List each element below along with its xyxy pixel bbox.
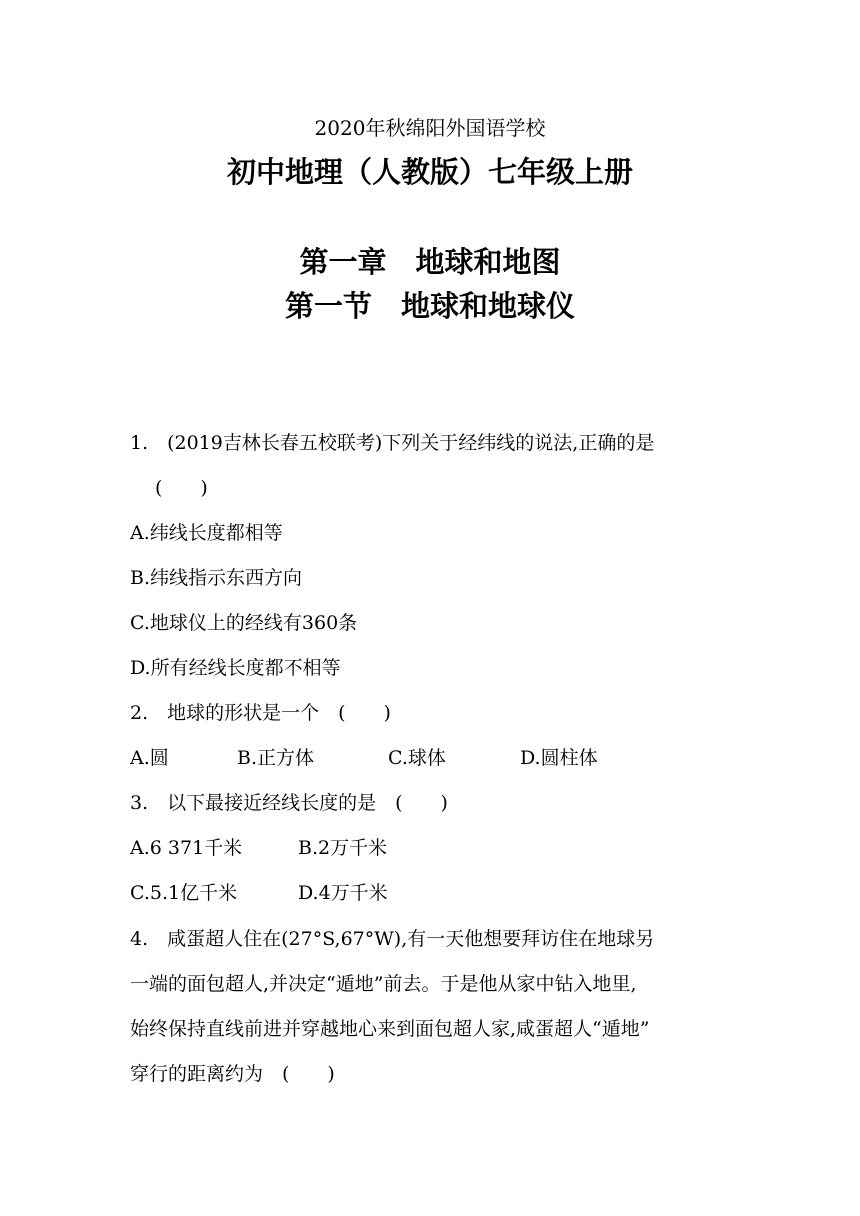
question-4-stem-line-2: 一端的面包超人,并决定“遁地”前去。于是他从家中钻入地里, bbox=[130, 973, 637, 995]
book-title: 初中地理（人教版）七年级上册 bbox=[226, 155, 633, 189]
question-3-option-c: C.5.1亿千米 bbox=[130, 882, 238, 904]
question-2-option-b: B.正方体 bbox=[237, 747, 315, 769]
question-3-option-d: D.4万千米 bbox=[298, 882, 388, 904]
question-1-answer-blank: ( ) bbox=[155, 477, 208, 499]
question-2-option-c: C.球体 bbox=[388, 747, 446, 769]
question-2-stem: 2. 地球的形状是一个 ( ) bbox=[130, 702, 391, 724]
question-1-option-b: B.纬线指示东西方向 bbox=[130, 567, 303, 589]
question-3-option-b: B.2万千米 bbox=[298, 837, 388, 859]
question-4-stem-line-3: 始终保持直线前进并穿越地心来到面包超人家,咸蛋超人“遁地” bbox=[130, 1018, 650, 1040]
question-4-stem-line-4: 穿行的距离约为 ( ) bbox=[130, 1063, 335, 1085]
section-title: 第一节 地球和地球仪 bbox=[284, 289, 575, 323]
question-1-option-d: D.所有经线长度都不相等 bbox=[130, 657, 341, 679]
question-3-stem: 3. 以下最接近经线长度的是 ( ) bbox=[130, 792, 448, 814]
question-2-option-d: D.圆柱体 bbox=[520, 747, 598, 769]
question-3-option-a: A.6 371千米 bbox=[130, 837, 243, 859]
question-4-stem-line-1: 4. 咸蛋超人住在(27°S,67°W),有一天他想要拜访住在地球另 bbox=[130, 928, 655, 950]
school-title: 2020年秋绵阳外国语学校 bbox=[314, 116, 546, 140]
chapter-title: 第一章 地球和地图 bbox=[299, 245, 561, 279]
question-2-option-a: A.圆 bbox=[130, 747, 169, 769]
question-1-stem: 1. (2019吉林长春五校联考)下列关于经纬线的说法,正确的是 bbox=[130, 432, 655, 454]
question-1-option-c: C.地球仪上的经线有360条 bbox=[130, 612, 358, 634]
question-1-option-a: A.纬线长度都相等 bbox=[130, 522, 283, 544]
